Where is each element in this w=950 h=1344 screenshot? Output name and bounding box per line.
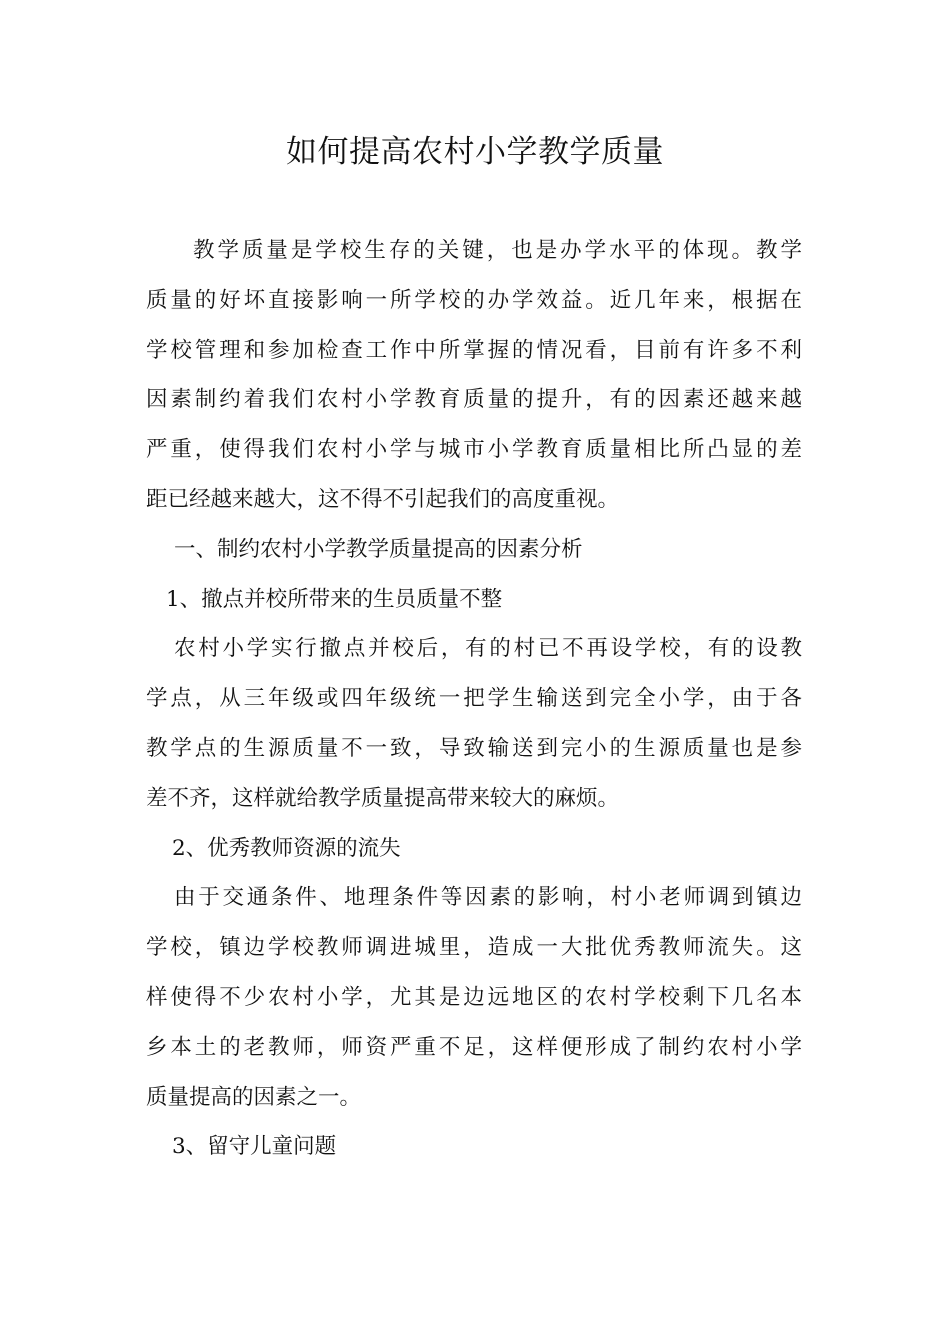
paragraph-line: 教学点的生源质量不一致，导致输送到完小的生源质量也是参 — [146, 735, 802, 761]
paragraph-line: 学校管理和参加检查工作中所掌握的情况看，目前有许多不利 — [146, 337, 802, 363]
paragraph-line: 教学质量是学校生存的关键，也是办学水平的体现。教学 — [193, 238, 802, 263]
paragraph-line: 学点，从三年级或四年级统一把学生输送到完全小学，由于各 — [146, 686, 802, 712]
subsection-heading: 1、撤点并校所带来的生员质量不整 — [166, 586, 503, 612]
document-body — [146, 226, 802, 1172]
paragraph-line: 距已经越来越大，这不得不引起我们的高度重视。 — [146, 486, 620, 512]
paragraph-line: 样使得不少农村小学，尤其是边远地区的农村学校剩下几名本 — [146, 984, 802, 1010]
paragraph-line: 质量提高的因素之一。 — [146, 1084, 362, 1110]
paragraph-line: 学校，镇边学校教师调进城里，造成一大批优秀教师流失。这 — [146, 935, 802, 961]
document-title: 如何提高农村小学教学质量 — [286, 134, 664, 170]
paragraph-line: 差不齐，这样就给教学质量提高带来较大的麻烦。 — [146, 785, 620, 811]
paragraph-line: 农村小学实行撤点并校后，有的村已不再设学校，有的设教 — [174, 636, 802, 662]
paragraph-line: 因素制约着我们农村小学教育质量的提升，有的因素还越来越 — [146, 387, 802, 413]
paragraph-line: 质量的好坏直接影响一所学校的办学效益。近几年来，根据在 — [146, 287, 802, 313]
paragraph-line: 乡本土的老教师，师资严重不足，这样便形成了制约农村小学 — [146, 1034, 802, 1060]
subsection-heading: 3、留守儿童问题 — [172, 1134, 337, 1160]
section-heading: 一、制约农村小学教学质量提高的因素分析 — [174, 536, 583, 562]
subsection-heading: 2、优秀教师资源的流失 — [172, 835, 401, 861]
paragraph-line: 严重，使得我们农村小学与城市小学教育质量相比所凸显的差 — [146, 437, 802, 463]
paragraph-line: 由于交通条件、地理条件等因素的影响，村小老师调到镇边 — [174, 885, 802, 911]
